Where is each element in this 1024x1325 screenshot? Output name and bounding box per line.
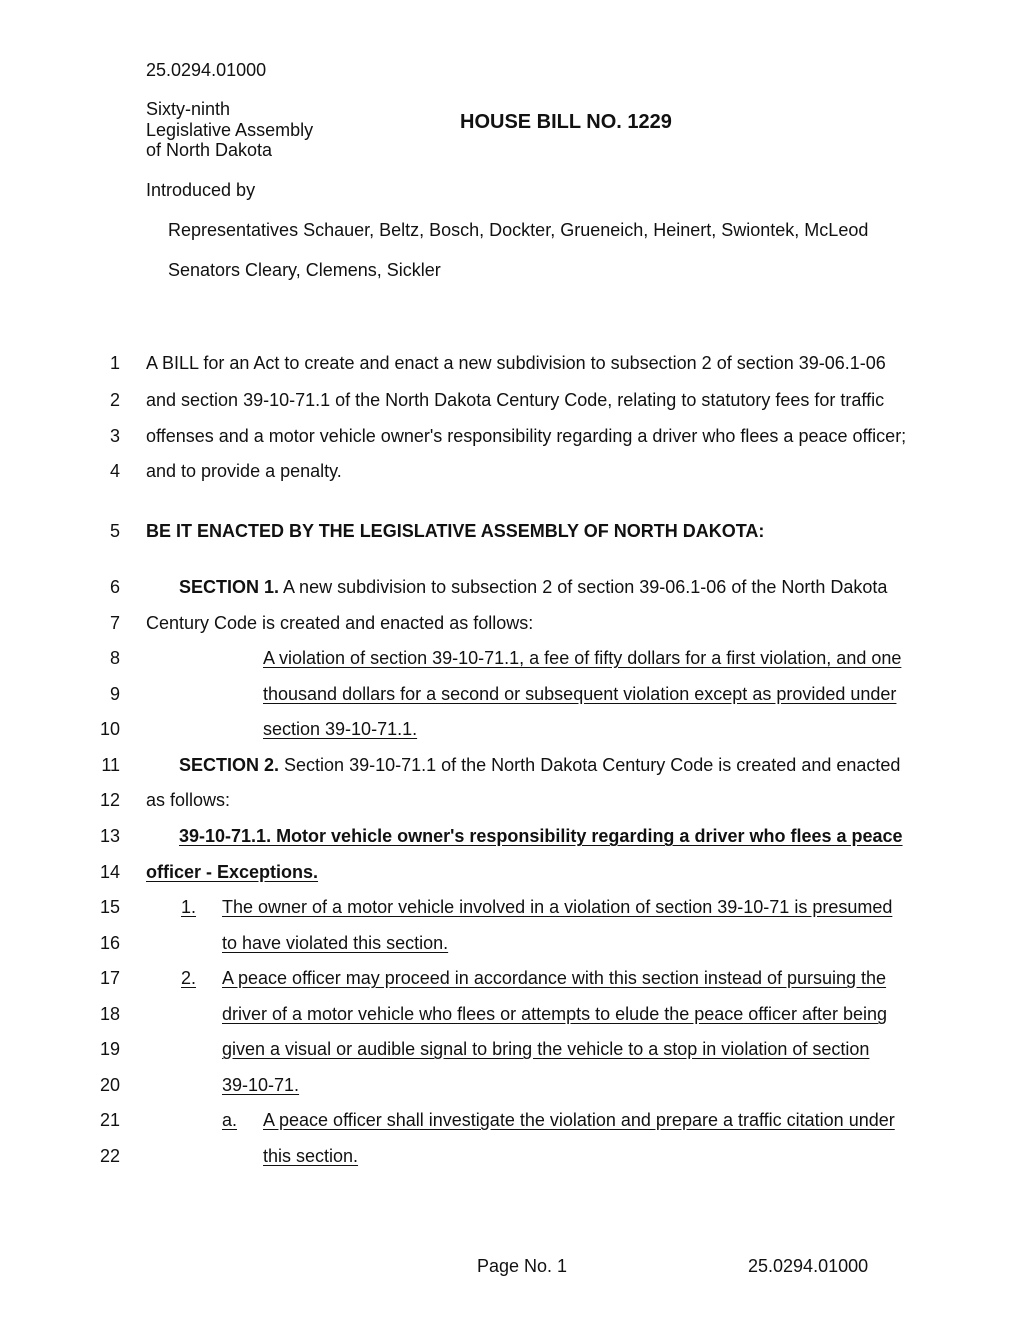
- bill-text-line: A BILL for an Act to create and enact a new subdivision to subsection 2 of section 39-06.1-06: [146, 353, 886, 373]
- line-number: 2: [109, 390, 120, 410]
- line-number: 17: [99, 968, 120, 988]
- bill-text-line: and to provide a penalty.: [146, 461, 342, 481]
- line-number: 21: [99, 1110, 120, 1130]
- line-number: 9: [109, 684, 120, 704]
- bill-text-line: Century Code is created and enacted as follows:: [146, 613, 534, 633]
- line-number: 6: [109, 577, 120, 597]
- enacting-clause: BE IT ENACTED BY THE LEGISLATIVE ASSEMBLY OF NORTH DAKOTA:: [146, 521, 765, 541]
- line-number: 20: [99, 1075, 120, 1095]
- subsection-number: 1.: [181, 897, 197, 917]
- bill-text-line: as follows:: [146, 790, 231, 810]
- line-number: 13: [99, 826, 120, 846]
- inserted-text-line: 39-10-71.: [222, 1075, 300, 1095]
- inserted-text-line: The owner of a motor vehicle involved in a violation of section 39-10-71 is presumed: [222, 897, 893, 917]
- inserted-text-line: this section.: [263, 1146, 359, 1166]
- bill-title: HOUSE BILL NO. 1229: [460, 111, 672, 133]
- line-number: 5: [109, 521, 120, 541]
- bill-text-line: and section 39-10-71.1 of the North Dakota Century Code, relating to statutory fees for traffic: [146, 390, 885, 410]
- inserted-text-line: A peace officer shall investigate the violation and prepare a traffic citation under: [263, 1110, 895, 1130]
- line-number: 10: [99, 719, 120, 739]
- assembly-line-3: of North Dakota: [146, 140, 273, 160]
- section-1-text: A new subdivision to subsection 2 of section 39-06.1-06 of the North Dakota: [279, 577, 888, 597]
- line-number: 11: [101, 755, 120, 775]
- bill-code-footer: 25.0294.01000: [748, 1256, 869, 1276]
- page-number: Page No. 1: [477, 1256, 568, 1276]
- line-number: 22: [99, 1146, 120, 1166]
- subdivision-letter: a.: [222, 1110, 238, 1130]
- inserted-text-line: thousand dollars for a second or subsequent violation except as provided under: [263, 684, 897, 704]
- line-number: 7: [109, 613, 120, 633]
- inserted-text-line: section 39-10-71.1.: [263, 719, 418, 739]
- new-section-heading-cont: officer - Exceptions.: [146, 862, 319, 882]
- representatives-line: Representatives Schauer, Beltz, Bosch, Dockter, Grueneich, Heinert, Swiontek, McLeod: [168, 220, 869, 240]
- section-1-heading: [179, 578, 887, 596]
- line-number: 1: [109, 353, 120, 373]
- line-number: 8: [109, 648, 120, 668]
- line-number: 19: [99, 1039, 120, 1059]
- line-number: 18: [99, 1004, 120, 1024]
- assembly-line-2: Legislative Assembly: [146, 120, 314, 140]
- bill-code-header: 25.0294.01000: [146, 60, 267, 80]
- section-1-label: SECTION 1.: [179, 577, 280, 597]
- inserted-text-line: given a visual or audible signal to bring the vehicle to a stop in violation of section: [222, 1039, 870, 1059]
- bill-text-line: offenses and a motor vehicle owner's responsibility regarding a driver who flees a peace officer;: [146, 426, 907, 446]
- senators-line: Senators Cleary, Clemens, Sickler: [168, 260, 441, 280]
- inserted-text-line: A peace officer may proceed in accordance with this section instead of pursuing the: [222, 968, 887, 988]
- section-2-heading: [179, 756, 900, 774]
- inserted-text-line: driver of a motor vehicle who flees or attempts to elude the peace officer after being: [222, 1004, 888, 1024]
- section-2-text: Section 39-10-71.1 of the North Dakota Century Code is created and enacted: [279, 755, 901, 775]
- line-number: 12: [99, 790, 120, 810]
- inserted-text-line: to have violated this section.: [222, 933, 449, 953]
- line-number: 15: [99, 897, 120, 917]
- line-number: 14: [99, 862, 120, 882]
- introduced-by-label: Introduced by: [146, 180, 256, 200]
- section-2-label: SECTION 2.: [179, 755, 280, 775]
- line-number: 4: [109, 461, 120, 481]
- new-section-heading: 39-10-71.1. Motor vehicle owner's responsibility regarding a driver who flees a peace: [179, 826, 903, 846]
- inserted-text-line: A violation of section 39-10-71.1, a fee of fifty dollars for a first violation, and one: [263, 648, 902, 668]
- line-number: 16: [99, 933, 120, 953]
- line-number: 3: [109, 426, 120, 446]
- assembly-line-1: Sixty-ninth: [146, 99, 231, 119]
- subsection-number: 2.: [181, 968, 197, 988]
